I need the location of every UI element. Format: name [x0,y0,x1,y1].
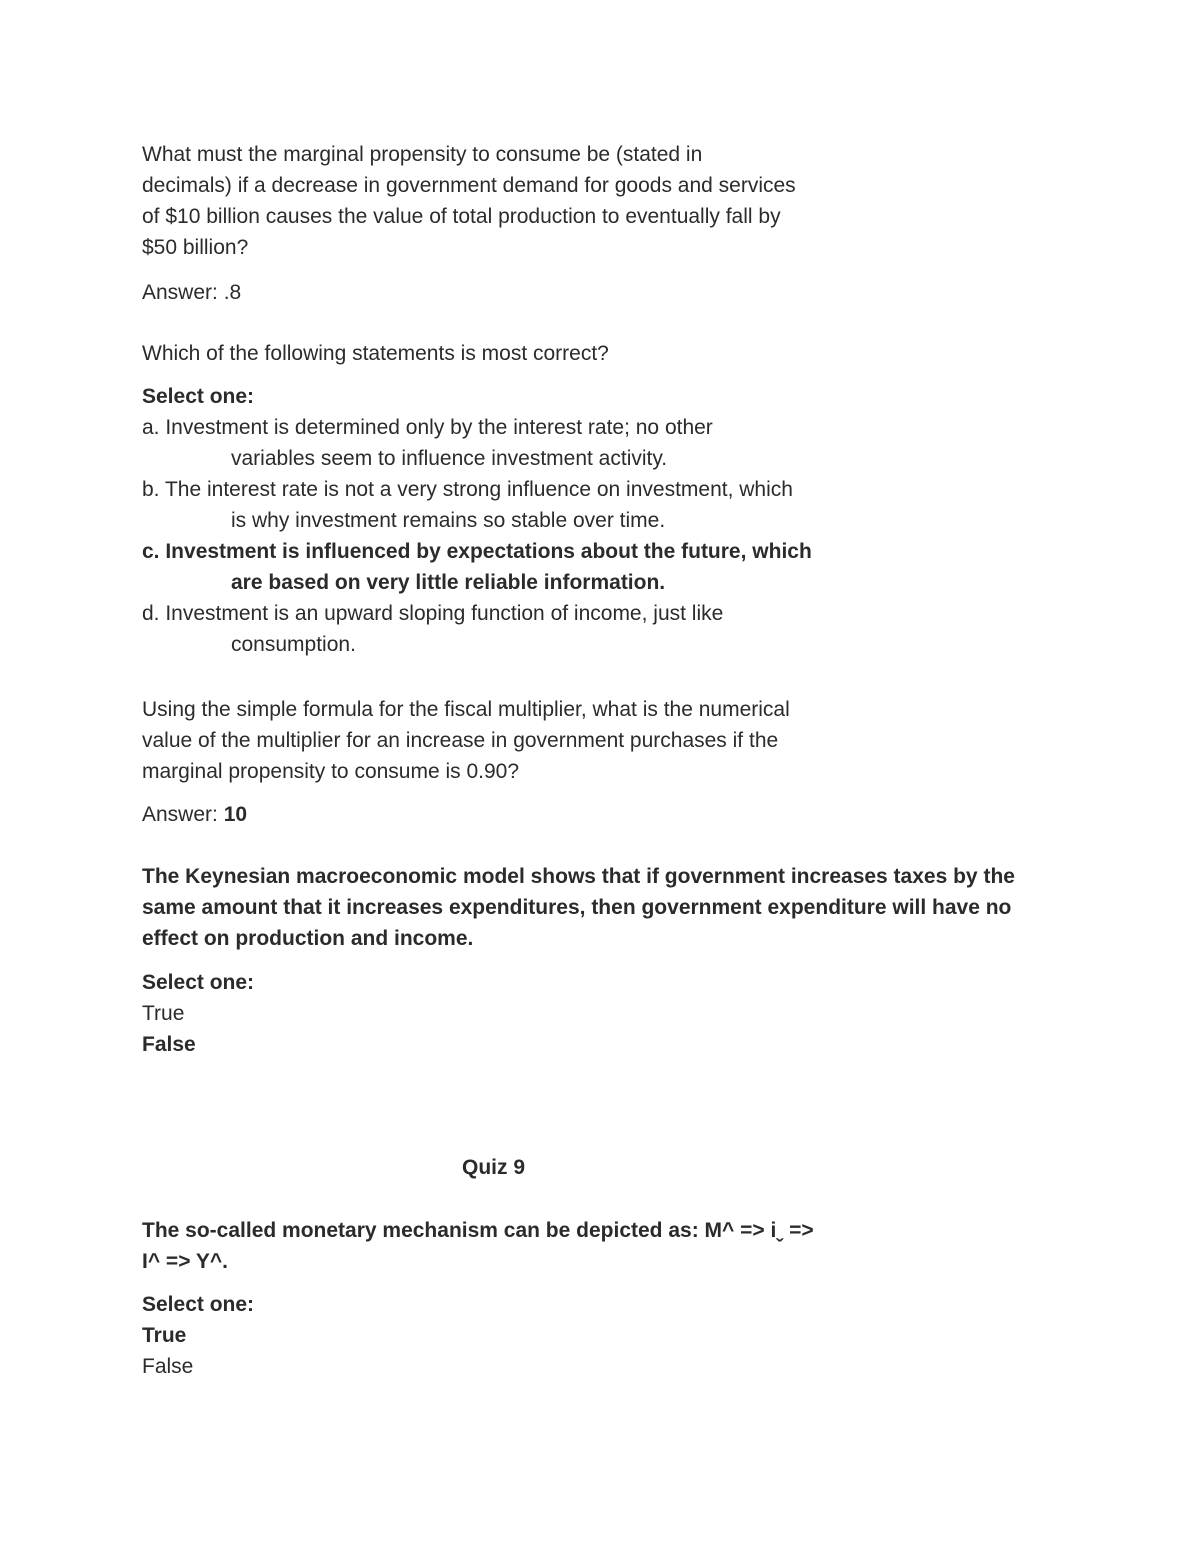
question-1-answer [142,277,1042,308]
question-4-line: effect on production and income. [142,927,474,950]
option-d[interactable] [142,598,1042,660]
question-4 [142,861,1042,954]
option-true-selected[interactable]: True [142,1324,187,1347]
question-4-line: The Keynesian macroeconomic model shows that if government increases taxes by the [142,865,1015,888]
option-b[interactable] [142,474,1042,536]
question-2-options [142,381,1042,660]
question-5 [142,1215,1042,1277]
question-2-text: Which of the following statements is most correct? [142,342,609,365]
question-3-line: marginal propensity to consume is 0.90? [142,760,520,783]
option-d-line2: consumption. [231,633,356,656]
question-1 [142,139,1042,263]
question-1-line: of $10 billion causes the value of total production to eventually fall by [142,205,781,228]
question-4-line: same amount that it increases expenditures, then government expenditure will have no [142,896,1012,919]
option-false-selected[interactable]: False [142,1033,196,1056]
option-c-line2: are based on very little reliable information. [231,571,666,594]
question-5-options [142,1289,1042,1382]
question-3-answer [142,799,1042,830]
question-4-options [142,967,1042,1060]
answer-label: Answer: [142,803,224,826]
question-5-line: The so-called monetary mechanism can be depicted as: M^ => iˬ => [142,1219,814,1242]
option-false[interactable]: False [142,1355,194,1378]
select-one-label: Select one: [142,385,255,408]
option-b-line1: b. The interest rate is not a very strong influence on investment, which [142,478,793,501]
question-3 [142,694,1042,787]
option-a-line1: a. Investment is determined only by the interest rate; no other [142,416,713,439]
question-3-line: Using the simple formula for the fiscal multiplier, what is the numerical [142,698,790,721]
answer-value: 10 [223,803,248,826]
option-d-line1: d. Investment is an upward sloping function of income, just like [142,602,724,625]
question-1-line: $50 billion? [142,236,249,259]
option-a[interactable] [142,412,1042,474]
option-c-selected[interactable] [142,536,1042,598]
select-one-label: Select one: [142,971,255,994]
question-3-line: value of the multiplier for an increase in government purchases if the [142,729,779,752]
option-c-line1: c. Investment is influenced by expectations about the future, which [142,540,812,563]
question-2 [142,338,1042,369]
quiz-title: Quiz 9 [462,1156,526,1179]
option-b-line2: is why investment remains so stable over time. [231,509,666,532]
option-true[interactable]: True [142,1002,185,1025]
option-a-line2: variables seem to influence investment activity. [231,447,668,470]
question-1-line: What must the marginal propensity to consume be (stated in [142,143,703,166]
answer-text: Answer: .8 [142,281,242,304]
select-one-label: Select one: [142,1293,255,1316]
question-5-line: I^ => Y^. [142,1250,229,1273]
answer-row [142,799,1042,830]
question-1-line: decimals) if a decrease in government demand for goods and services [142,174,796,197]
